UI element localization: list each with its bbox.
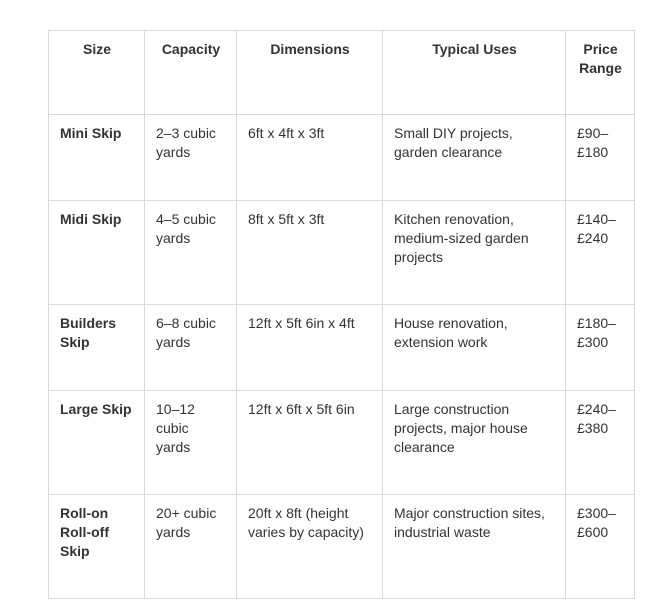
cell-size: Mini Skip <box>49 115 145 201</box>
cell-price-range: £180–£300 <box>566 305 635 391</box>
skip-size-table <box>48 30 635 599</box>
cell-dimensions: 6ft x 4ft x 3ft <box>237 115 383 201</box>
table-header-row <box>49 31 635 115</box>
table-row <box>49 495 635 599</box>
cell-typical-uses: House renovation, extension work <box>383 305 566 391</box>
table-row <box>49 201 635 305</box>
table-row <box>49 305 635 391</box>
cell-capacity: 2–3 cubic yards <box>145 115 237 201</box>
cell-typical-uses: Kitchen renovation, medium-sized garden projects <box>383 201 566 305</box>
cell-dimensions: 12ft x 6ft x 5ft 6in <box>237 391 383 495</box>
cell-price-range: £90–£180 <box>566 115 635 201</box>
header-size: Size <box>49 31 145 115</box>
header-price-range: Price Range <box>566 31 635 115</box>
skip-size-table-container <box>48 30 635 599</box>
cell-capacity: 20+ cubic yards <box>145 495 237 599</box>
cell-capacity: 10–12 cubic yards <box>145 391 237 495</box>
cell-typical-uses: Major construction sites, industrial waste <box>383 495 566 599</box>
cell-size: Builders Skip <box>49 305 145 391</box>
cell-price-range: £140–£240 <box>566 201 635 305</box>
cell-size: Midi Skip <box>49 201 145 305</box>
cell-typical-uses: Large construction projects, major house clearance <box>383 391 566 495</box>
header-typical-uses: Typical Uses <box>383 31 566 115</box>
table-row <box>49 115 635 201</box>
header-dimensions: Dimensions <box>237 31 383 115</box>
cell-capacity: 4–5 cubic yards <box>145 201 237 305</box>
table-row <box>49 391 635 495</box>
cell-dimensions: 8ft x 5ft x 3ft <box>237 201 383 305</box>
cell-dimensions: 12ft x 5ft 6in x 4ft <box>237 305 383 391</box>
cell-size: Large Skip <box>49 391 145 495</box>
cell-capacity: 6–8 cubic yards <box>145 305 237 391</box>
cell-price-range: £240–£380 <box>566 391 635 495</box>
cell-price-range: £300–£600 <box>566 495 635 599</box>
cell-size: Roll-on Roll-off Skip <box>49 495 145 599</box>
cell-dimensions: 20ft x 8ft (height varies by capacity) <box>237 495 383 599</box>
cell-typical-uses: Small DIY projects, garden clearance <box>383 115 566 201</box>
header-capacity: Capacity <box>145 31 237 115</box>
